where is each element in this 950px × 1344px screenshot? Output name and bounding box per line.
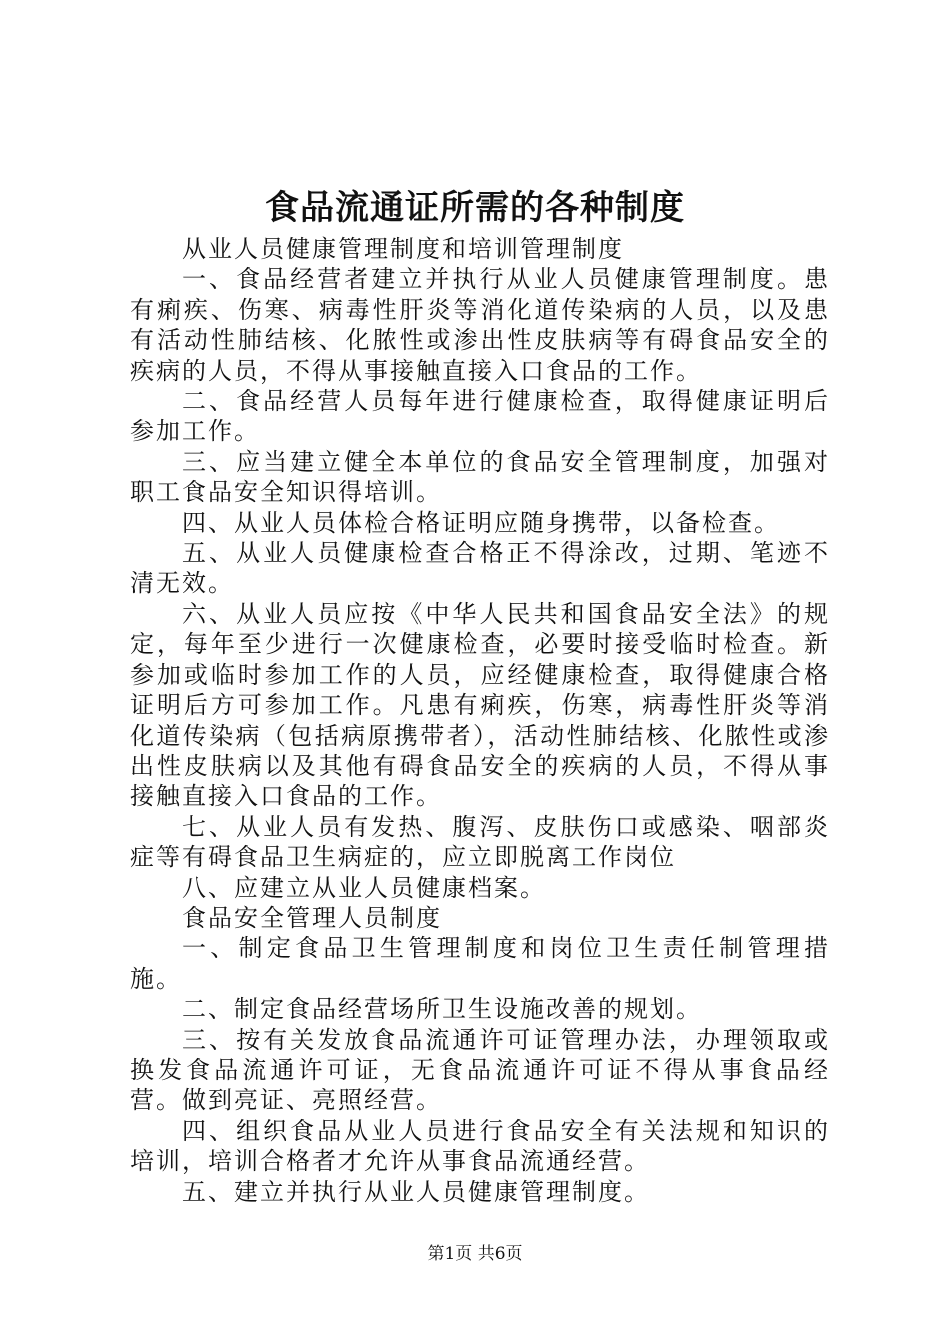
paragraph: 四、从业人员体检合格证明应随身携带，以备检查。 bbox=[182, 508, 780, 537]
paragraph: 七、从业人员有发热、腹泻、皮肤伤口或感染、咽部炎症等有碍食品卫生病症的，应立即脱离工作岗位 bbox=[130, 812, 830, 872]
paragraph: 四、组织食品从业人员进行食品安全有关法规和知识的培训，培训合格者才允许从事食品流通经营。 bbox=[130, 1116, 830, 1176]
page-number-footer: 第1页 共6页 bbox=[427, 1244, 523, 1264]
paragraph: 一、食品经营者建立并执行从业人员健康管理制度。患有痢疾、伤寒、病毒性肝炎等消化道传染病的人员，以及患有活动性肺结核、化脓性或渗出性皮肤病等有碍食品安全的疾病的人员，不得从事接触直接入口食品的工作。 bbox=[130, 265, 830, 385]
paragraph: 二、制定食品经营场所卫生设施改善的规划。 bbox=[182, 995, 702, 1024]
paragraph: 六、从业人员应按《中华人民共和国食品安全法》的规定，每年至少进行一次健康检查，必要时接受临时检查。新参加或临时参加工作的人员，应经健康检查，取得健康合格证明后方可参加工作。凡患有痢疾，伤寒，病毒性肝炎等消化道传染病（包括病原携带者），活动性肺结核、化脓性或渗出性皮肤病以及其他有碍食品安全的疾病的人员，不得从事接触直接入口食品的工作。 bbox=[130, 599, 830, 811]
paragraph: 三、应当建立健全本单位的食品安全管理制度，加强对职工食品安全知识得培训。 bbox=[130, 447, 830, 507]
document-body bbox=[130, 234, 830, 1207]
paragraph: 八、应建立从业人员健康档案。 bbox=[182, 873, 546, 902]
page-title: 食品流通证所需的各种制度 bbox=[265, 188, 685, 228]
paragraph: 一、制定食品卫生管理制度和岗位卫生责任制管理措施。 bbox=[130, 934, 830, 993]
paragraph: 五、从业人员健康检查合格正不得涂改，过期、笔迹不清无效。 bbox=[130, 539, 830, 598]
paragraph: 五、建立并执行从业人员健康管理制度。 bbox=[182, 1177, 650, 1206]
section-heading: 食品安全管理人员制度 bbox=[182, 903, 442, 932]
paragraph: 三、按有关发放食品流通许可证管理办法，办理领取或换发食品流通许可证，无食品流通许可证不得从事食品经营。做到亮证、亮照经营。 bbox=[130, 1025, 830, 1115]
section-heading: 从业人员健康管理制度和培训管理制度 bbox=[182, 235, 624, 263]
paragraph: 二、食品经营人员每年进行健康检查，取得健康证明后参加工作。 bbox=[130, 387, 830, 446]
